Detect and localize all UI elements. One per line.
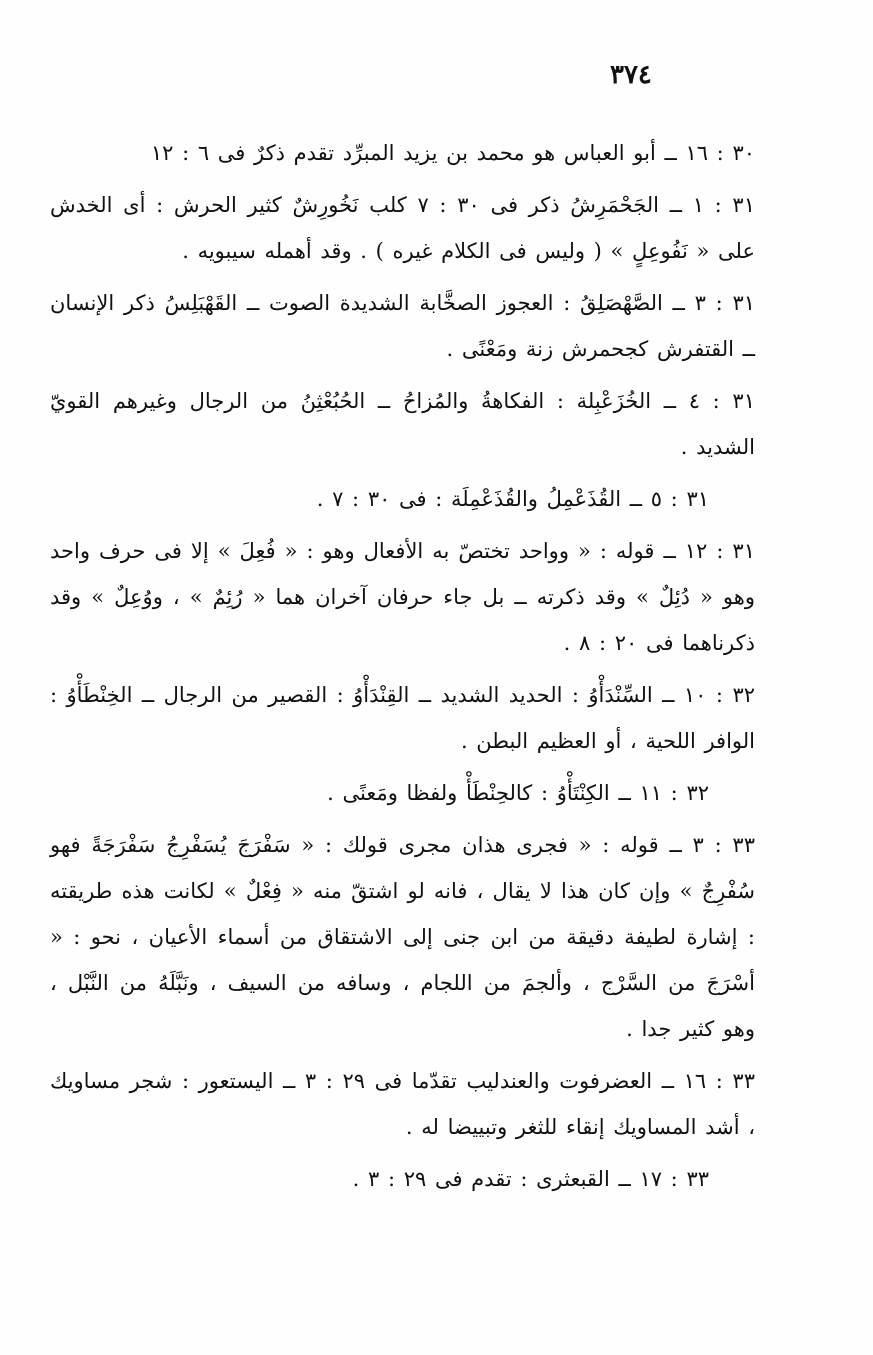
note-entry: ٣١ : ١ ــ الجَحْمَرِشُ ذكر فى ٣٠ : ٧ كلب نَخُورِشٌ كثير الحرش : أى الخدش على « نَفُوعِلٍ » ( وليس فى الكلام غيره ) . وقد أهمله سيبويه . [50,193,755,263]
note-entry: ٣١ : ٣ ــ الصَّهْصَلِقُ : العجوز الصخَّابة الشديدة الصوت ــ القَهْبَلِسُ ذكر الإنسان ــ القتفرش كجحمرش زنة ومَعْنًى . [50,291,755,361]
note-entry: ٣١ : ٤ ــ الخُزَعْبِلة : الفكاهةُ والمُزاحُ ــ الحُبُعْثِنُ من الرجال وغيرهم القويّ الشديد . [50,389,755,459]
note-entry: ٣٢ : ١١ ــ الكِنْتَأْوُ : كالحِنْطَأْ ولفظا ومَعنًى . [327,781,709,805]
notes-content [50,130,755,1208]
page-number: ٣٧٤ [610,60,652,90]
note-entry: ٣١ : ١٢ ــ قوله : « وواحد تختصّ به الأفعال وهو : « فُعِلَ » إلا فى حرف واحد وهو « دُئِلٌ » وقد ذكرته ــ بل جاء حرفان آخران هما « رُئِمٌ » ، ووُعِلٌ » وقد ذكرناهما فى ٢٠ : ٨ . [50,539,755,655]
note-entry: ٣٣ : ١٦ ــ العضرفوت والعندليب تقدّما فى ٢٩ : ٣ ــ اليستعور : شجر مساويك ، أشد المساويك إنقاء للثغر وتبييضا له . [50,1069,755,1139]
note-entry: ٣٠ : ١٦ ــ أبو العباس هو محمد بن يزيد المبرِّد تقدم ذكرٌ فى ٦ : ١٢ [150,141,755,165]
note-entry: ٣٣ : ٣ ــ قوله : « فجرى هذان مجرى قولك : « سَفْرَجَ يُسَفْرِجُ سَفْرَجَةً فهو سُفْرِجٌ » وإن كان هذا لا يقال ، فانه لو اشتقّ منه « فِعْلٌ » لكانت هذه طريقته : إشارة لطيفة دقيقة من ابن جنى إلى الاشتقاق من أسماء الأعيان ، نحو : « أسْرَجَ من السَّرْج ، وألجمَ من اللجام ، وسافه من السيف ، ونَبَّلَهُ من النَّبْل ، وهو كثير جدا . [50,833,755,1041]
note-entry: ٣١ : ٥ ــ القُذَعْمِلُ والقُذَعْمِلَة : فى ٣٠ : ٧ . [316,487,709,511]
note-entry: ٣٣ : ١٧ ــ القبعثرى : تقدم فى ٢٩ : ٣ . [352,1167,709,1191]
note-entry: ٣٢ : ١٠ ــ السِّنْدَأْوُ : الحديد الشديد ــ القِنْدَأْوُ : القصير من الرجال ــ الخِنْطَأْوُ : الوافر اللحية ، أو العظيم البطن . [50,683,755,753]
